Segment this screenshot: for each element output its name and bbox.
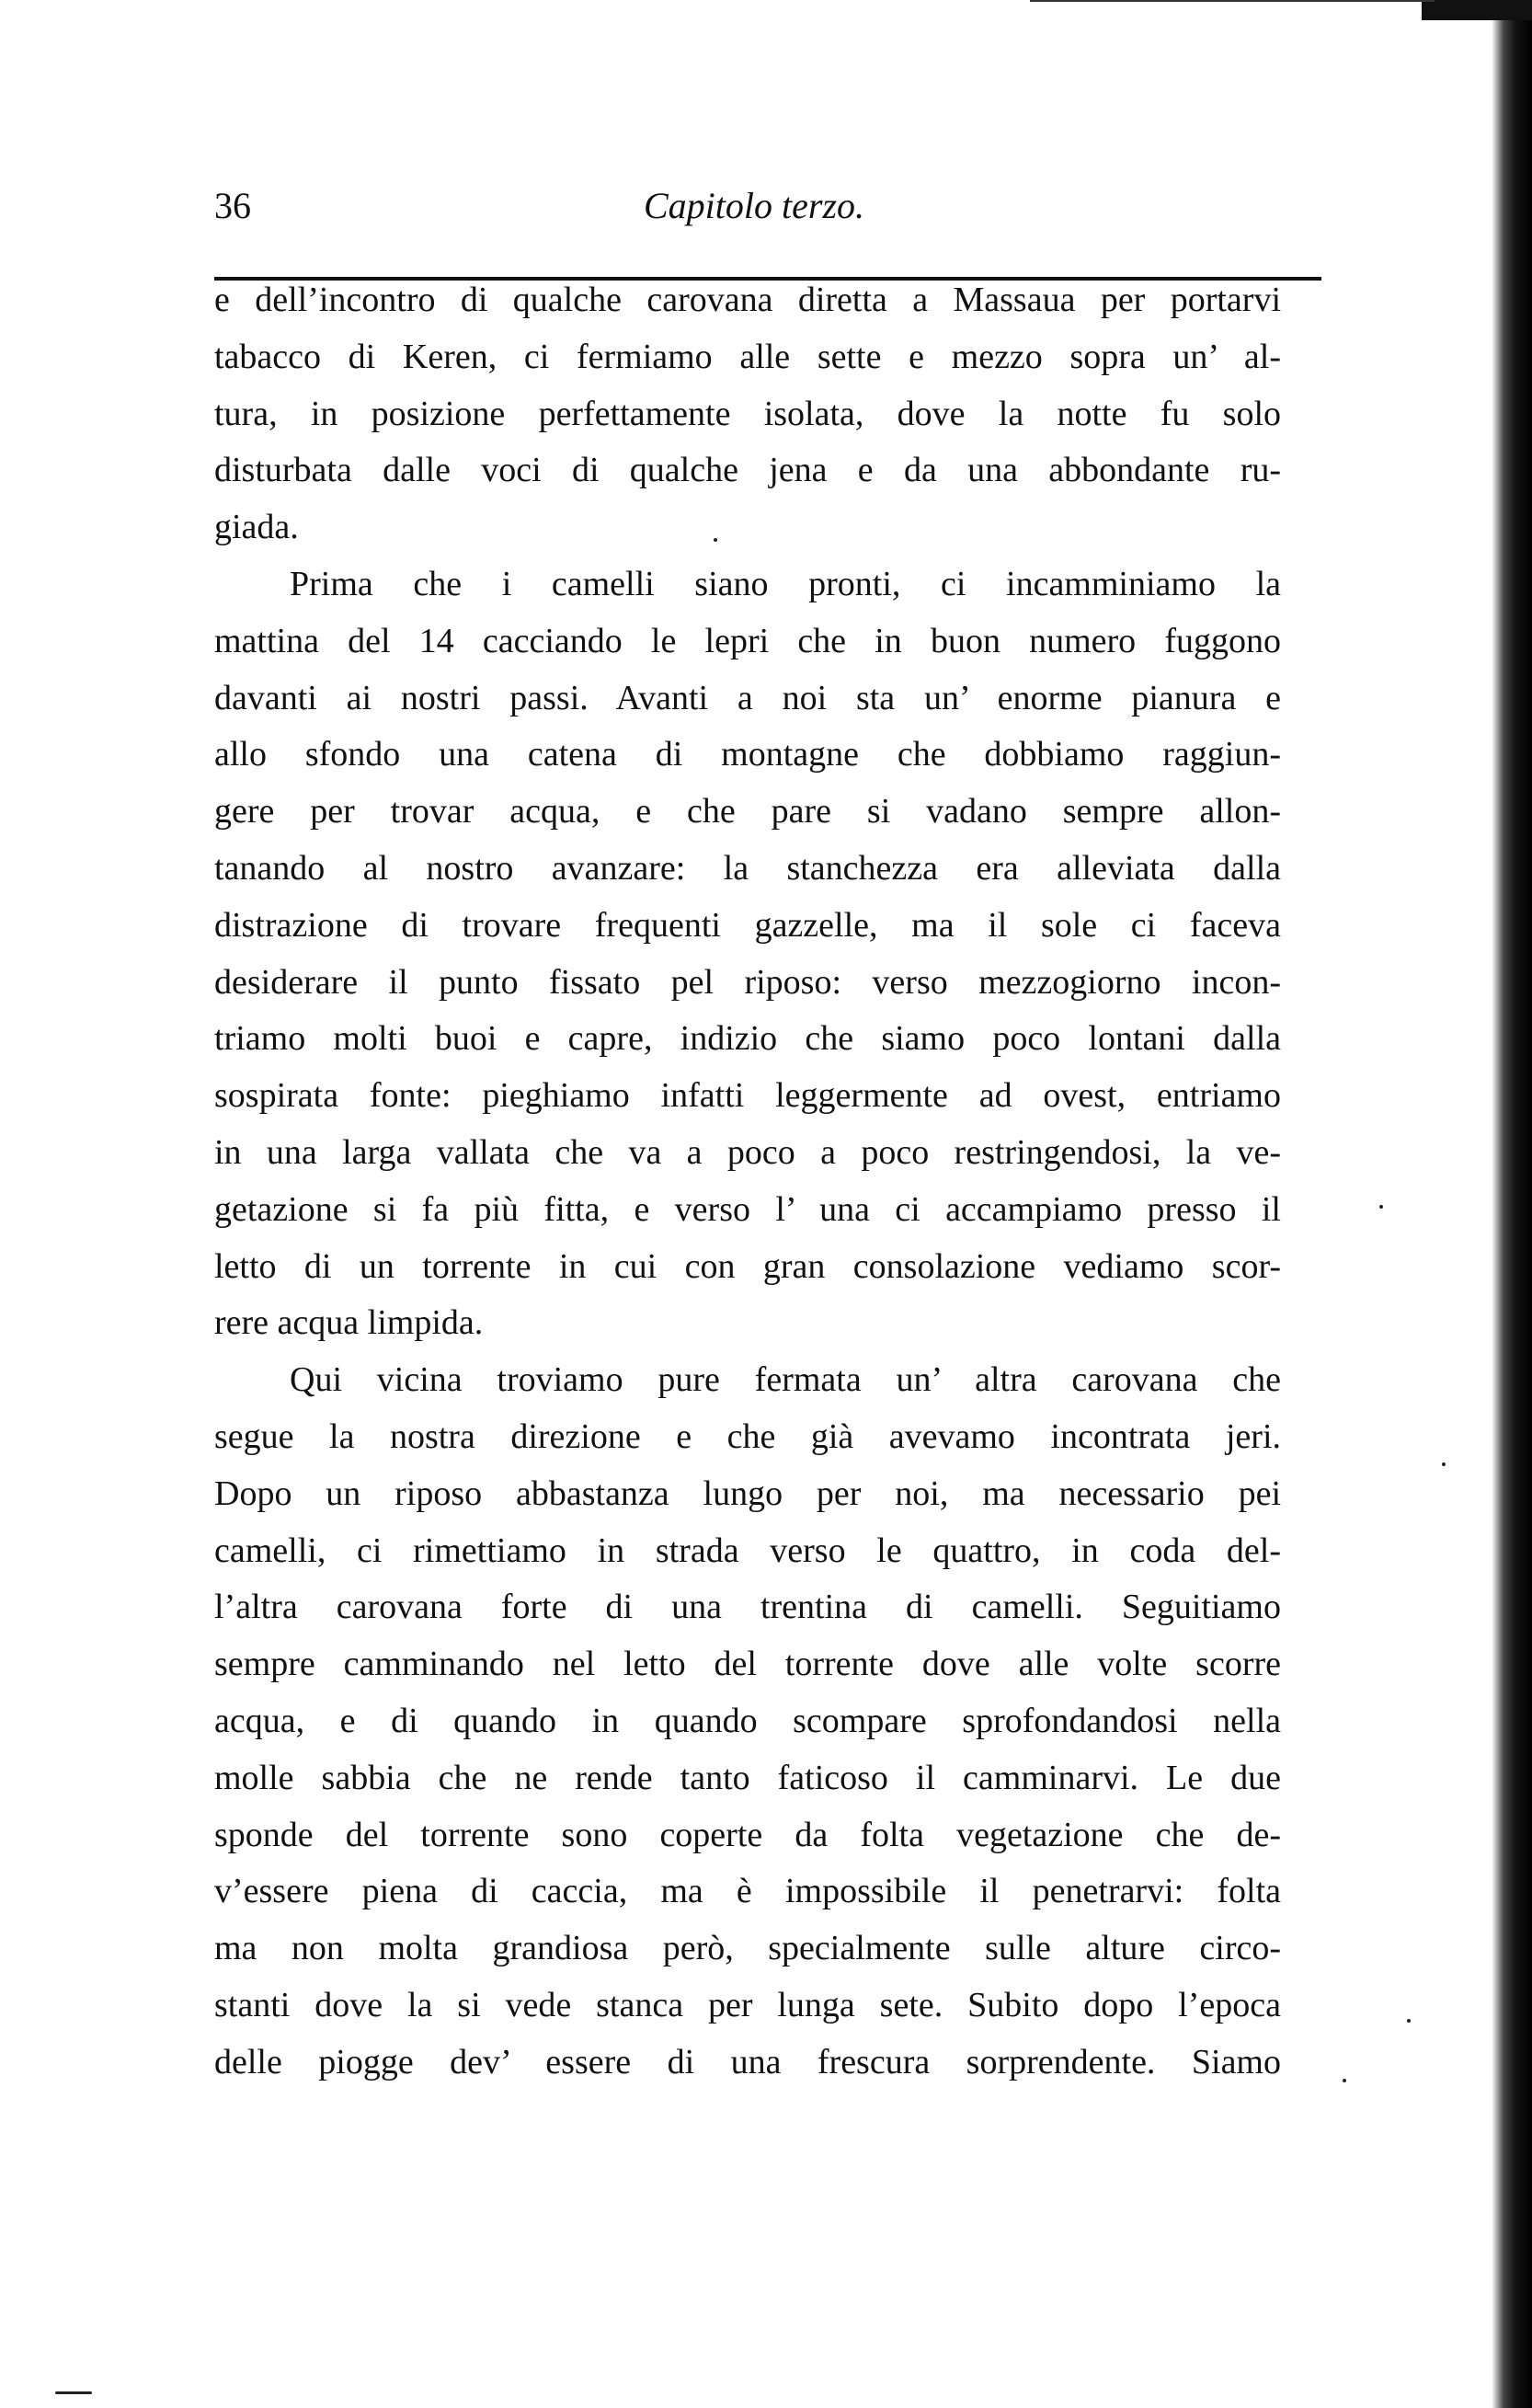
scan-top-line [1030,0,1435,2]
text-line: camelli, ci rimettiamo in strada verso le quattro, in coda del- [214,1531,1281,1570]
scan-border [1492,0,1532,2408]
text-line: distrazione di trovare frequenti gazzelle, ma il sole ci faceva [214,905,1281,945]
text-line: l’altra carovana forte di una trentina di camelli. Seguitiamo [214,1588,1281,1627]
text-line: letto di un torrente in cui con gran consolazione vediamo scor- [214,1246,1281,1286]
text-line: sospirata fonte: pieghiamo infatti leggermente ad ovest, entriamo [214,1076,1281,1116]
page-number: 36 [214,185,251,226]
text-line: ma non molta grandiosa però, specialmente sulle alture circo- [214,1929,1281,1968]
scan-border-top [1422,0,1532,20]
text-line: getazione si fa più fitta, e verso l’ una ci accampiamo presso il [214,1189,1281,1229]
text-line: molle sabbia che ne rende tanto faticoso il camminarvi. Le due [214,1758,1281,1797]
text-line: davanti ai nostri passi. Avanti a noi sta un’ enorme pianura e [214,678,1281,717]
text-line: gere per trovar acqua, e che pare si vadano sempre allon- [214,792,1281,831]
text-line: acqua, e di quando in quando scompare sprofondandosi nella [214,1701,1281,1740]
text-line: sempre camminando nel letto del torrente dove alle volte scorre [214,1645,1281,1684]
speck [1407,2019,1411,2023]
text-line: tura, in posizione perfettamente isolata, dove la notte fu solo [214,394,1281,433]
text-line: allo sfondo una catena di montagne che dobbiamo raggiun- [214,735,1281,774]
running-title: Capitolo terzo. [643,185,865,226]
text-line: delle piogge dev’ essere di una frescura sorprendente. Siamo [214,2042,1281,2081]
text-line: rere acqua limpida. [214,1303,484,1343]
text-line: sponde del torrente sono coperte da folta vegetazione che de- [214,1815,1281,1854]
text-line: in una larga vallata che va a poco a poco restringendosi, la ve- [214,1132,1281,1172]
text-line: mattina del 14 cacciando le lepri che in buon numero fuggono [214,621,1281,660]
text-line: disturbata dalle voci di qualche jena e da una abbondante ru- [214,451,1281,490]
speck [1343,2079,1346,2082]
text-line: desiderare il punto fissato pel riposo: verso mezzogiorno incon- [214,962,1281,1002]
text-line: triamo molti buoi e capre, indizio che siamo poco lontani dalla [214,1019,1281,1059]
text-line: tabacco di Keren, ci fermiamo alle sette e mezzo sopra un’ al- [214,337,1281,376]
text-line: giada. [214,508,299,547]
speck [55,2391,92,2394]
text-line: tanando al nostro avanzare: la stanchezza era alleviata dalla [214,848,1281,888]
text-line: stanti dove la si vede stanca per lunga sete. Subito dopo l’epoca [214,1985,1281,2024]
text-line: Qui vicina troviamo pure fermata un’ altra carovana che [290,1360,1281,1400]
speck [1442,1462,1446,1466]
body-text [214,272,1281,2092]
text-line: Dopo un riposo abbastanza lungo per noi, ma necessario pei [214,1473,1281,1513]
speck [714,538,717,542]
text-line: segue la nostra direzione e che già avevamo incontrata jeri. [214,1416,1281,1456]
text-line: Prima che i camelli siano pronti, ci incamminiamo la [290,564,1281,603]
speck [1379,1205,1383,1209]
text-line: e dell’incontro di qualche carovana diretta a Massaua per portarvi [214,281,1281,319]
text-line: v’essere piena di caccia, ma è impossibile il penetrarvi: folta [214,1872,1281,1911]
